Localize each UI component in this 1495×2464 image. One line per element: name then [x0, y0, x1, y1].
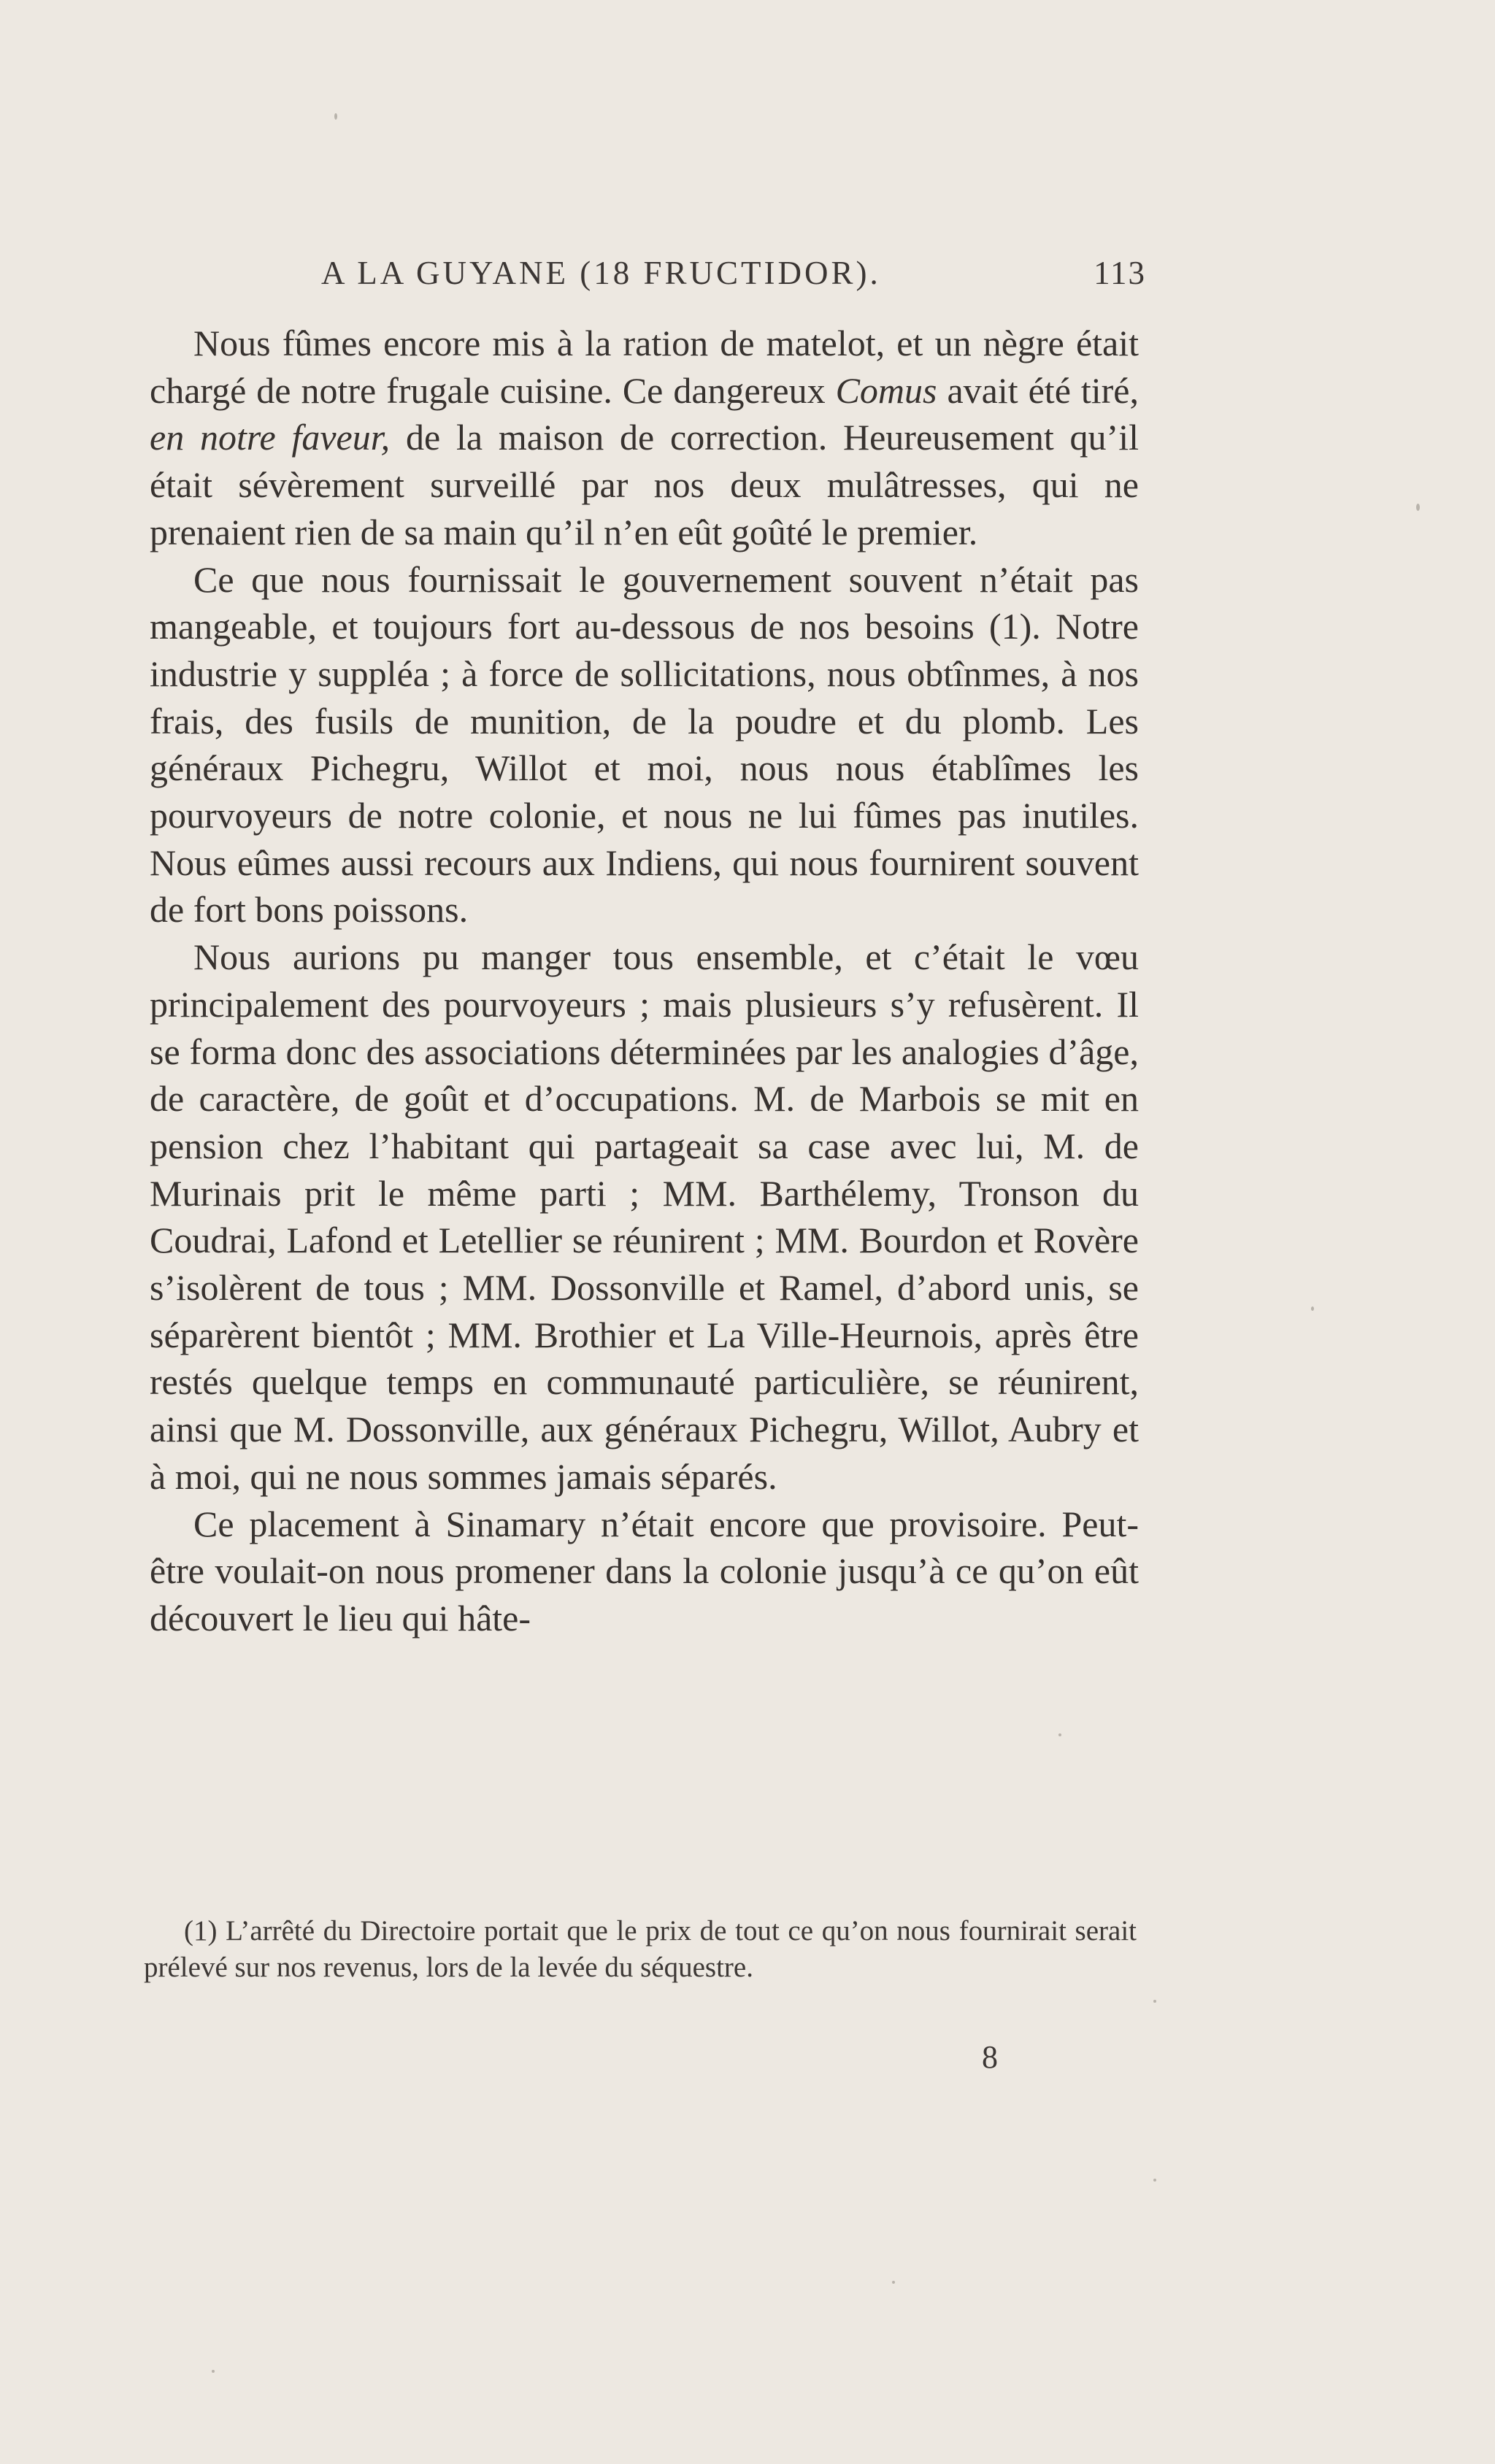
paragraph-1-italic-comus: Comus: [835, 369, 937, 411]
paper-speck: [212, 2370, 215, 2373]
paper-speck: [1153, 2179, 1156, 2182]
paragraph-1: [150, 320, 1139, 556]
paragraph-1-italic-en-notre-faveur: en notre faveur,: [150, 417, 391, 458]
body-text: [150, 320, 1139, 1642]
paper-speck: [892, 2281, 895, 2284]
paper-speck: [334, 113, 337, 120]
paragraph-1-text-a: Nous fûmes encore mis à la ration de matelot, et un nègre était chargé de notre frugale cuisine. Ce dangereux: [150, 323, 1139, 411]
paragraph-1-text-c: de la maison de correction. Heureusement qu’il était sévèrement surveillé par nos deux mulâtresses, qui ne prenaient rien de sa main qu’il n’en eût goûté le premier.: [150, 417, 1139, 553]
running-header: [321, 254, 1146, 298]
footnote-text: (1) L’arrêté du Directoire portait que le prix de tout ce qu’on nous fournirait serait prélevé sur nos revenus, lors de la levée du séquestre.: [144, 1915, 1137, 1983]
paper-speck: [1311, 1306, 1314, 1311]
paragraph-1-text-b: avait été tiré,: [937, 369, 1139, 411]
signature-mark: 8: [982, 2039, 998, 2075]
paragraph-2: Ce que nous fournissait le gouvernement souvent n’était pas mangeable, et toujours fort au-dessous de nos besoins (1). Notre industrie y suppléa ; à force de sollicitations, nous obtînmes, à nos frais, des fusils de munition, de la poudre et du plomb. Les généraux Pichegru, Willot et moi, nous nous établîmes les pourvoyeurs de notre colonie, et nous ne lui fûmes pas inutiles. Nous eûmes aussi recours aux Indiens, qui nous fournirent souvent de fort bons poissons.: [150, 558, 1139, 931]
paragraph-3: Nous aurions pu manger tous ensemble, et c’était le vœu principalement des pourvoyeurs ; mais plusieurs s’y refusèrent. Il se forma donc des associations déterminées par les analogies d’âge, de caractère, de goût et d’occupations. M. de Marbois se mit en pension chez l’habitant qui partageait sa case avec lui, M. de Murinais prit le même parti ; MM. Barthélemy, Tronson du Coudrai, Lafond et Letellier se réunirent ; MM. Bourdon et Rovère s’isolèrent de tous ; MM. Dossonville et Ramel, d’abord unis, se séparèrent bientôt ; MM. Brothier et La Ville-Heurnois, après être restés quelque temps en communauté particulière, se réunirent, ainsi que M. Dossonville, aux généraux Pichegru, Willot, Aubry et à moi, qui ne nous sommes jamais séparés.: [150, 936, 1139, 1497]
footnote: [144, 1913, 1137, 1986]
running-title: A LA GUYANE (18 FRUCTIDOR).: [321, 255, 881, 291]
page-number: 113: [1094, 255, 1146, 291]
paper-speck: [1058, 1733, 1061, 1736]
paper-speck: [1416, 504, 1420, 511]
paper-speck: [1153, 2000, 1156, 2003]
paragraph-4: Ce placement à Sinamary n’était encore que provisoire. Peut-être voulait-on nous promener dans la colonie jusqu’à ce qu’on eût découvert le lieu qui hâte-: [150, 1503, 1139, 1639]
